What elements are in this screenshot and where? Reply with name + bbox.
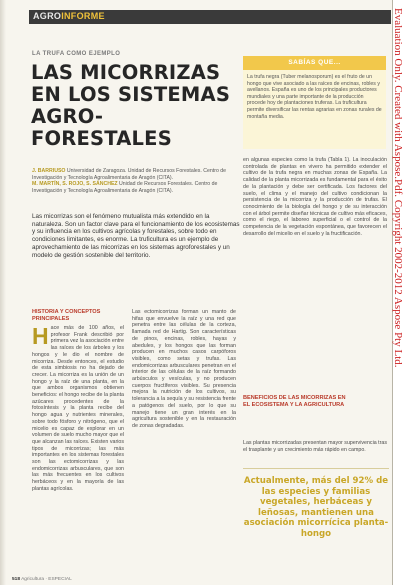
kicker: LA TRUFA COMO EJEMPLO	[32, 51, 121, 57]
section-label	[33, 11, 105, 21]
section-suffix: INFORME	[61, 11, 105, 21]
did-you-know-box	[243, 56, 386, 149]
evaluation-watermark	[392, 8, 411, 583]
sidebar-header	[243, 56, 386, 70]
column3-body: en algunas especies como la trufa (Tabla 1). La inoculación controlada de plantas en vivero ha permitido extender el cultivo de la trufa negra en muchas zonas de España. La calidad de la planta micorrizada es fundamental para el éxito de la plantación y debe ser certificada. Los factores del suelo, el clima y el manejo del cultivo condicionan la persistencia de la micorriza y la producción de trufas. El conocimiento de la biología del hongo y de su interacción con el árbol permite diseñar técnicas de cultivo más eficaces, como el riego, el laboreo superficial o el control de la competencia de la vegetación espontánea, que favorecen el desarrollo del micelio en el suelo y la fructificación.	[243, 157, 387, 237]
column1-subhead: HISTORIA Y CONCEPTOS PRINCIPALES	[32, 309, 101, 322]
column2-body: Las ectomicorrizas forman un manto de hifas que envuelve la raíz y una red que penetra entre las células de la corteza, llamada red de Hartig. Son características de pinos, encinas, robles, hayas y abedules, y los hongos que las forman producen en muchos casos carpóforos visibles, como setas y trufas. Las endomicorrizas arbusculares penetran en el interior de las células de la raíz formando arbúsculos y vesículas, y no producen cuerpos fructíferos visibles. Su presencia mejora la nutrición de los cultivos, su tolerancia a la sequía y su resistencia frente a patógenos del suelo, por lo que su manejo tiene un gran interés en la agricultura sostenible y en la restauración de zonas degradadas.	[132, 309, 236, 429]
article-title: LAS MICORRIZAS EN LOS SISTEMAS AGRO-FORESTALES	[31, 61, 231, 150]
column3-body-2: Las plantas micorrizadas presentan mayor supervivencia tras el trasplante y un crecimiento más rápido en campo.	[243, 440, 387, 453]
author-names-2: M. MARTÍN, S. ROJO, S. SÁNCHEZ	[32, 181, 118, 188]
page-footer	[12, 577, 72, 582]
column1-body	[32, 325, 124, 575]
footer-text: Agricultura · ESPECIAL	[21, 577, 72, 582]
author-names-1: J. BARRIUSO	[32, 168, 66, 174]
page-fold-shadow	[0, 0, 6, 585]
author-credits	[32, 168, 242, 194]
sidebar-heading: SABÍAS QUE...	[288, 59, 341, 66]
section-prefix: AGRO	[33, 11, 62, 21]
author-affiliation-2: Unidad de Recursos Forestales. Centro de Investigación y Tecnología Agroalimentaria de Aragón (CITA).	[32, 181, 218, 194]
column3-subhead: BENEFICIOS DE LAS MICORRIZAS EN EL ECOSISTEMA Y LA AGRICULTURA	[243, 395, 346, 408]
lead-paragraph: Las micorrizas son el fenómeno mutualista más extendido en la naturaleza. Son un factor clave para el funcionamiento de los ecosistemas y su influencia en los cultivos agrícolas y forestales, sobre todo en condiciones limitantes, es enorme. La truficultura es un ejemplo de aprovechamiento de las micorrizas en los sistemas agroforestales y un modelo de gestión sostenible del territorio.	[32, 213, 240, 259]
pullquote-divider	[243, 468, 389, 469]
page-number: 518	[12, 577, 21, 582]
author-affiliation-1: Universidad de Zaragoza. Unidad de Recursos Forestales. Centro de Investigación y Tecnología Agroalimentaria de Aragón (CITA).	[32, 168, 227, 181]
column1-text: ace más de 100 años, el profesor Frank describió por primera vez la asociación entre las raíces de los árboles y los hongos y le dio el nombre de micorriza. Desde entonces, el estudio de esta simbiosis no ha dejado de crecer. La micorriza es la unión de un hongo y la raíz de una planta, en la que ambos organismos obtienen beneficios: el hongo recibe de la planta azúcares procedentes de la fotosíntesis y la planta recibe del hongo agua y nutrientes minerales, sobre todo fósforo y nitrógeno, que el micelio es capaz de explorar en un volumen de suelo mucho mayor que el que alcanzan las raíces. Existen varios tipos de micorrizas; las más importantes en los sistemas forestales son las ectomicorrizas y las endomicorrizas arbusculares, que son las más frecuentes en los cultivos herbáceos y en la mayoría de las plantas agrícolas.	[32, 325, 124, 492]
watermark-text: Evaluation Only. Created with Aspose.Pdf. Copyright 2002-2012 Aspose Pty Ltd.	[392, 8, 404, 368]
drop-cap: H	[32, 325, 49, 349]
section-header-bar	[29, 10, 391, 24]
sidebar-body: La trufa negra (Tuber melanosporum) es el fruto de un hongo que vive asociado a las raíces de encinas, robles y avellanos. España es uno de los principales productores mundiales y una parte importante de la producción procede hoy de plantaciones truferas. La truficultura permite diversificar las rentas agrarias en zonas rurales de montaña media.	[247, 74, 382, 120]
pull-quote: Actualmente, más del 92% de las especies y familias vegetales, herbáceas y leñosas, mantienen una asociación micorrícica planta-hongo	[243, 476, 389, 539]
